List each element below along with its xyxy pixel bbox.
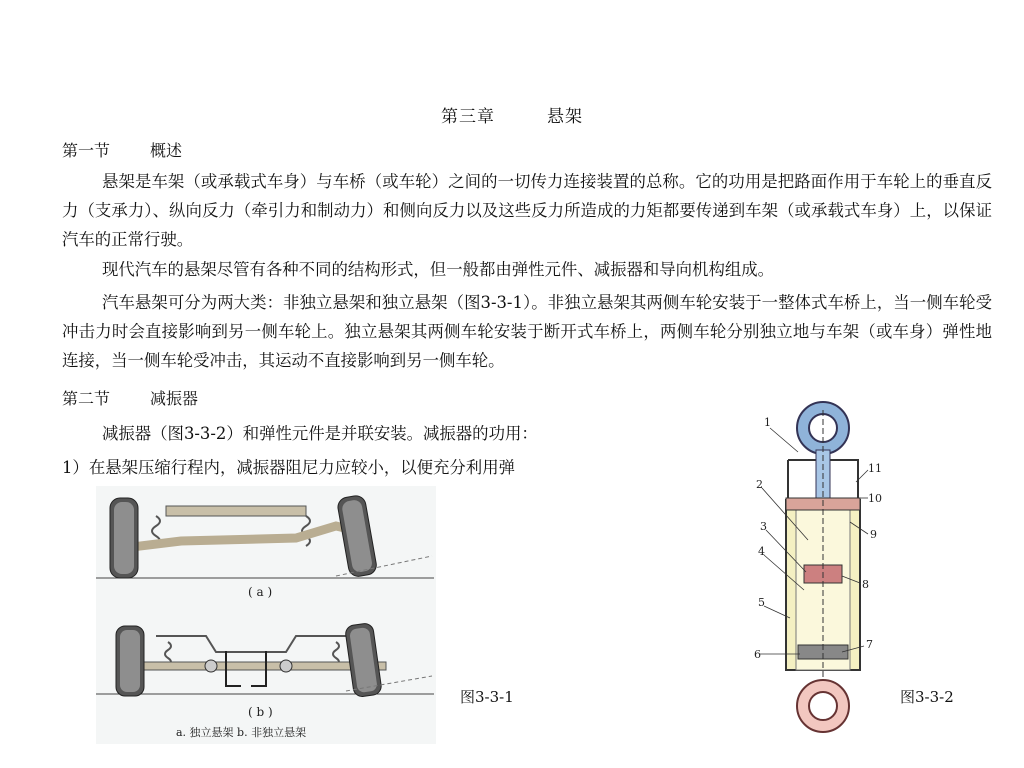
callout-8: 8 bbox=[862, 578, 869, 591]
suspension-diagram bbox=[96, 486, 436, 744]
figure-a-label: ( a ) bbox=[248, 585, 273, 599]
section-1-name: 概述 bbox=[150, 141, 183, 160]
callout-1: 1 bbox=[764, 416, 771, 429]
figure-suspension-types bbox=[96, 486, 436, 744]
paragraph-definition: 悬架是车架（或承载式车身）与车桥（或车轮）之间的一切传力连接装置的总称。它的功用是把路面作用于车轮上的垂直反力（支承力）、纵向反力（牵引力和制动力）和侧向反力以及这些反力所造成的力矩都要传递到车架（或承载式车身）上，以保证汽车的正常行驶。 bbox=[62, 172, 992, 249]
chapter-name: 悬架 bbox=[547, 107, 583, 127]
section-heading-1 bbox=[62, 138, 182, 161]
chapter-label: 第三章 bbox=[441, 107, 495, 127]
callout-9: 9 bbox=[870, 528, 877, 541]
figure-1-caption: 图3-3-1 bbox=[460, 688, 514, 706]
figure-shock-absorber bbox=[738, 390, 888, 740]
callout-10: 10 bbox=[868, 492, 882, 505]
callout-6: 6 bbox=[754, 648, 761, 661]
callout-3: 3 bbox=[760, 520, 767, 533]
figure-b-label: ( b ) bbox=[248, 705, 273, 719]
callout-5: 5 bbox=[758, 596, 765, 609]
section-2-name: 减振器 bbox=[150, 389, 199, 408]
section-heading-2 bbox=[62, 386, 198, 409]
section-1-label: 第一节 bbox=[62, 141, 111, 160]
callout-7: 7 bbox=[866, 638, 873, 651]
shock-absorber-diagram bbox=[738, 390, 888, 740]
paragraph-components: 现代汽车的悬架尽管有各种不同的结构形式，但一般都由弹性元件、减振器和导向机构组成。 bbox=[102, 260, 775, 279]
paragraph-classification: 汽车悬架可分为两大类：非独立悬架和独立悬架（图3-3-1）。非独立悬架其两侧车轮安装于一整体式车桥上，当一侧车轮受冲击力时会直接影响到另一侧车轮上。独立悬架其两侧车轮安装于断开式车桥上，两侧车轮分别独立地与车架（或车身）弹性地连接，当一侧车轮受冲击，其运动不直接影响到另一侧车轮。 bbox=[62, 293, 992, 370]
callout-2: 2 bbox=[756, 478, 763, 491]
paragraph-damper-intro: 减振器（图3-3-2）和弹性元件是并联安装。减振器的功用： bbox=[102, 424, 538, 443]
figure-1-legend: a. 独立悬架 b. 非独立悬架 bbox=[176, 726, 307, 739]
section-2-label: 第二节 bbox=[62, 389, 111, 408]
figure-2-caption: 图3-3-2 bbox=[900, 688, 954, 706]
paragraph-damper-point-1: 1）在悬架压缩行程内，减振器阻尼力应较小，以便充分利用弹 bbox=[62, 458, 515, 477]
callout-4: 4 bbox=[758, 545, 765, 558]
chapter-title bbox=[0, 102, 1024, 127]
callout-11: 11 bbox=[868, 462, 882, 475]
